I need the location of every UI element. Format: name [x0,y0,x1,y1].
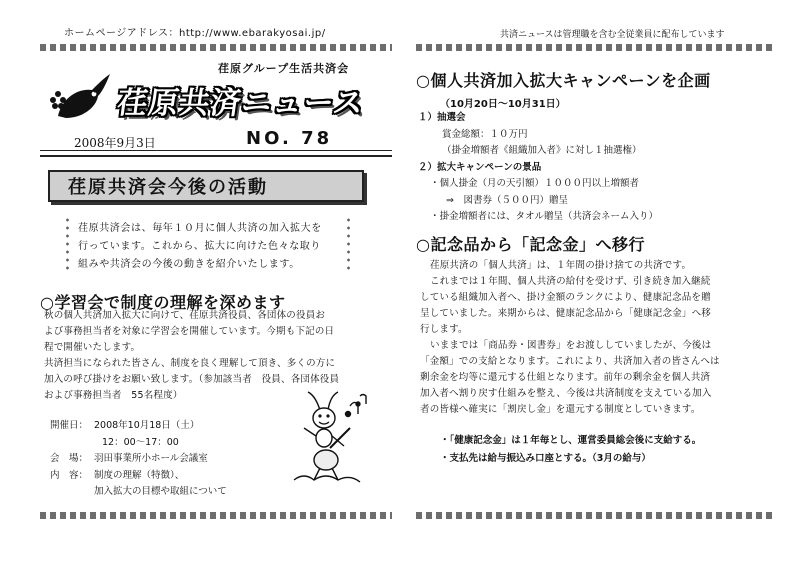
bottom-border-left [40,512,392,519]
kinen-line: 加入者へ割り戻す仕組みを整え、今後は共済制度を支えている加入 [420,388,712,399]
gift-item-1b: ⇒ 図書券（５００円）贈呈 [446,194,568,206]
kinen-line: 行します。 [420,324,468,335]
campaign-period: （10月20日～10月31日） [440,99,566,110]
top-border-right [416,44,776,51]
masthead-rule [40,150,392,151]
venue-label: 会 場： [50,453,89,464]
content-value: 制度の理解（特徴）、 [94,469,185,481]
gift-item-2: ・掛金増額者には、タオル贈呈（共済会ネーム入り） [430,211,659,222]
intro-box [62,216,352,274]
homepage-address: ホームページアドレス：http://www.ebarakyosai.jp/ [64,28,326,39]
content-value-2: 加入拡大の目標や取組について [94,486,227,497]
intro-line: 組みや共済会の今後の動きを紹介いたします。 [78,259,300,270]
issue-number: NO. 78 [246,128,333,149]
gift-title: ２）拡大キャンペーンの景品 [418,161,542,173]
campaign-body [418,110,778,226]
lottery-title: １）抽選会 [418,112,466,123]
study-heading: ○学習会で制度の理解を深めます [40,293,286,312]
kinen-line: している組織加入者へ、掛け金額のランクにより、健康記念品を贈 [420,292,711,303]
bottom-border-right [416,512,776,519]
kinen-line: 荏原共済の「個人共済」は、１年間の掛け捨ての共済です。 [430,260,692,271]
intro-line: 行っています。これから、拡大に向けた色々な取り [78,241,321,252]
summary-line-2: ・支払先は給与振込み口座とする。（3月の給与） [440,453,651,464]
activity-title-box: 荏原共済会今後の活動 [48,170,364,202]
issue-date: 2008年9月3日 [74,136,156,150]
date-label: 開催日： [50,420,89,431]
top-border-left [40,44,392,51]
org-name: 荏原グループ生活共済会 [218,62,350,75]
kinen-line: 剰余金を均等に還元する仕組となります。前年の剰余金を個人共済 [420,372,711,383]
kinen-line: いままでは「商品券・図書券」をお渡ししていましたが、今後は [430,340,712,351]
masthead-rule-thick [40,155,392,157]
ant-guitar-icon [290,388,380,488]
study-line: よび事務担当者を対象に学習会を開催しています。今期も下記の日 [44,326,335,337]
study-line: 秋の個人共済加入拡大に向けて、荏原共済役員、各団体の役員お [44,310,326,321]
venue-value: 羽田事業所小ホール会議室 [94,453,208,464]
gift-item-1: ・個人掛金（月の天引額）１０００円以上増額者 [430,178,640,189]
event-info [50,418,227,501]
study-line: 程で開催いたします。 [44,342,141,353]
campaign-heading: ○個人共済加入拡大キャンペーンを企画 [416,71,711,90]
lottery-prize: 賞金総額：１０万円 [442,128,528,140]
study-line: および事務担当者 55名程度） [44,390,183,401]
kinen-heading: ○記念品から「記念金」へ移行 [416,235,645,254]
intro-line: 荏原共済会は、毎年１０月に個人共済の加入拡大を [78,223,322,234]
lottery-note: （掛金増額者《組織加入者》に対し１抽選権） [442,145,642,156]
kinen-line: 呈していました。来期からは、健康記念品から「健康記念金」へ移 [420,308,712,319]
kinen-line: 者の皆様へ確実に「割戻し金」を還元する制度としていきます。 [420,404,701,415]
summary-line-1: ・「健康記念金」は１年毎とし、運営委員総会後に支給する。 [440,435,702,446]
masthead-title: 荏原共済ニュース [115,86,367,121]
kinen-line: これまでは１年間、個人共済の給付を受けず、引き続き加入継続 [430,276,711,287]
kinen-summary [440,432,701,468]
kinen-line: 「金額」での支給となります。これにより、共済加入者の皆さんへは [420,356,720,367]
kinen-body [420,258,780,418]
content-label: 内 容： [50,469,89,481]
distribution-notice: 共済ニュースは管理職を含む全従業員に配布しています [500,30,725,40]
date-value: 2008年10月18日（土） [94,420,200,431]
study-line: 加入の呼び掛けをお願い致します。（参加該当者 役員、各団体役員 [44,374,340,385]
time-value: 12：00～17：00 [102,436,179,448]
bird-logo-icon [48,64,114,124]
study-line: 共済担当になられた皆さん、制度を良く理解して頂き、多くの方に [44,358,336,369]
